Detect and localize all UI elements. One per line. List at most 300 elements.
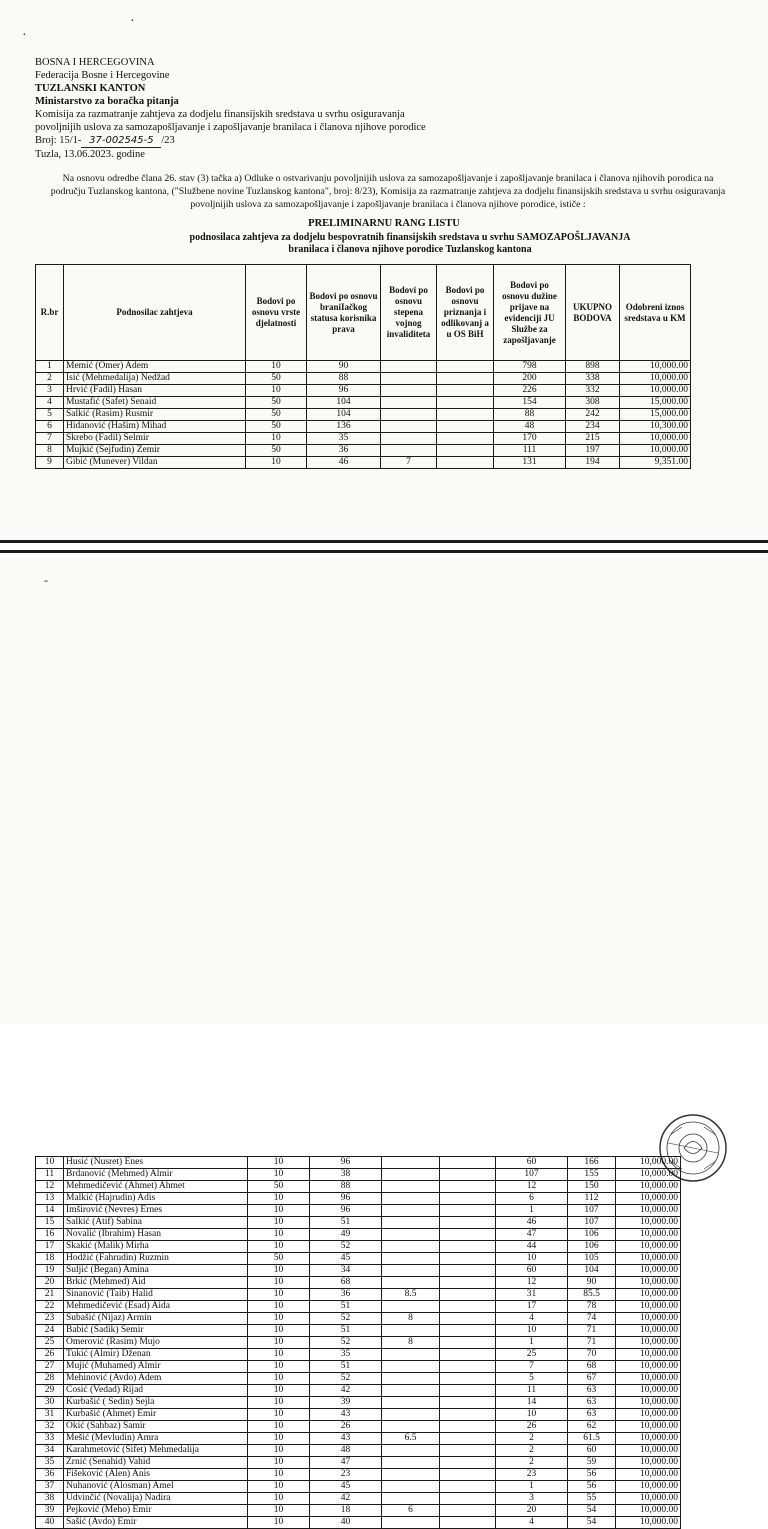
- cell-rbr: 18: [36, 1253, 64, 1265]
- cell-approved-amount: 10,000.00: [616, 1301, 681, 1313]
- cell-name: Nuhanović (Alosman) Amel: [64, 1481, 248, 1493]
- cell-activity-points: 10: [246, 433, 307, 445]
- table-row: [36, 361, 691, 373]
- cell-approved-amount: 10,000.00: [616, 1517, 681, 1529]
- cell-rbr: 24: [36, 1325, 64, 1337]
- cell-award-points: [440, 1361, 496, 1373]
- cell-veteran-points: 46: [307, 457, 381, 469]
- cell-activity-points: 50: [246, 373, 307, 385]
- cell-total-points: 54: [568, 1517, 616, 1529]
- cell-disability-points: [382, 1265, 440, 1277]
- cell-veteran-points: 45: [310, 1481, 382, 1493]
- cell-award-points: [437, 409, 494, 421]
- table-row: [36, 1193, 681, 1205]
- cell-rbr: 16: [36, 1229, 64, 1241]
- cell-total-points: 63: [568, 1385, 616, 1397]
- cell-veteran-points: 52: [310, 1337, 382, 1349]
- cell-rbr: 12: [36, 1181, 64, 1193]
- cell-award-points: [440, 1265, 496, 1277]
- cell-veteran-points: 51: [310, 1301, 382, 1313]
- cell-disability-points: [381, 421, 437, 433]
- cell-total-points: 55: [568, 1493, 616, 1505]
- cell-rbr: 17: [36, 1241, 64, 1253]
- broj-prefix: Broj: 15/1-: [35, 135, 82, 146]
- cell-approved-amount: 10,000.00: [616, 1241, 681, 1253]
- ranking-table-page-1: [35, 264, 691, 469]
- cell-total-points: 61.5: [568, 1433, 616, 1445]
- document-page-2: [0, 553, 768, 1527]
- cell-rbr: 9: [36, 457, 64, 469]
- cell-activity-points: 10: [248, 1205, 310, 1217]
- cell-approved-amount: 10,000.00: [620, 361, 691, 373]
- cell-name: Salkić (Atif) Sabina: [64, 1217, 248, 1229]
- cell-registration-points: 60: [496, 1157, 568, 1169]
- cell-name: Mustafić (Safet) Senaid: [64, 397, 246, 409]
- cell-veteran-points: 104: [307, 397, 381, 409]
- cell-total-points: 242: [566, 409, 620, 421]
- cell-name: Kurbašić ( Sedin) Šejla: [64, 1397, 248, 1409]
- cell-veteran-points: 49: [310, 1229, 382, 1241]
- cell-approved-amount: 10,000.00: [616, 1205, 681, 1217]
- cell-rbr: 8: [36, 445, 64, 457]
- cell-approved-amount: 10,000.00: [616, 1421, 681, 1433]
- cell-approved-amount: 10,000.00: [616, 1481, 681, 1493]
- cell-award-points: [440, 1469, 496, 1481]
- cell-disability-points: 7: [381, 457, 437, 469]
- cell-name: Hrvić (Fadil) Hasan: [64, 385, 246, 397]
- table-row: [36, 1421, 681, 1433]
- cell-veteran-points: 52: [310, 1241, 382, 1253]
- cell-disability-points: [382, 1157, 440, 1169]
- cell-name: Skakić (Malik) Mirha: [64, 1241, 248, 1253]
- cell-activity-points: 10: [248, 1217, 310, 1229]
- cell-approved-amount: 9,351.00: [620, 457, 691, 469]
- cell-registration-points: 4: [496, 1517, 568, 1529]
- cell-veteran-points: 26: [310, 1421, 382, 1433]
- cell-award-points: [440, 1313, 496, 1325]
- table-row: [36, 1517, 681, 1529]
- cell-rbr: 22: [36, 1301, 64, 1313]
- cell-disability-points: [382, 1301, 440, 1313]
- cell-award-points: [440, 1445, 496, 1457]
- cell-approved-amount: 10,300.00: [620, 421, 691, 433]
- cell-rbr: 7: [36, 433, 64, 445]
- intro-paragraph: Na osnovu odredbe člana 26. stav (3) tačka a) Odluke o ostvarivanju povoljnijih uslova za samozapošljavanje i zapošljavanje branilaca i članova njihovih porodica na području Tuzlanskog kantona, ("Službene novine Tuzlanskog kantona", broj: 8/23), Komisija za razmatranje zahtjeva za dodjelu finansijskih sredstava u svrhu osiguravanja povoljnijih uslova za samozapošljavanje i zapošljavanje branilaca i članova njihove porodice, ističe :: [50, 173, 726, 210]
- cell-award-points: [440, 1229, 496, 1241]
- cell-approved-amount: 10,000.00: [616, 1157, 681, 1169]
- cell-total-points: 85.5: [568, 1289, 616, 1301]
- subtitle-line-1: podnosilaca zahtjeva za dodjelu bespovratnih finansijskih sredstava u svrhu SAMOZAPOŠLJAVANJA: [189, 232, 631, 243]
- cell-total-points: 67: [568, 1373, 616, 1385]
- cell-name: Mešić (Mevludin) Amra: [64, 1433, 248, 1445]
- cell-disability-points: [382, 1229, 440, 1241]
- col-header-rbr: R.br: [36, 265, 64, 361]
- commission-line-1: Komisija za razmatranje zahtjeva za dodjelu finansijskih sredstava u svrhu osiguravanja: [35, 109, 405, 120]
- cell-registration-points: 2: [496, 1433, 568, 1445]
- cell-name: Salkić (Rasim) Rusmir: [64, 409, 246, 421]
- cell-disability-points: [382, 1169, 440, 1181]
- cell-total-points: 90: [568, 1277, 616, 1289]
- cell-name: Isić (Mehmedalija) Nedžad: [64, 373, 246, 385]
- cell-registration-points: 154: [494, 397, 566, 409]
- cell-name: Brdanović (Mehmed) Almir: [64, 1169, 248, 1181]
- cell-activity-points: 10: [248, 1433, 310, 1445]
- cell-registration-points: 170: [494, 433, 566, 445]
- cell-activity-points: 50: [246, 397, 307, 409]
- cell-award-points: [440, 1517, 496, 1529]
- cell-disability-points: [382, 1409, 440, 1421]
- cell-award-points: [440, 1409, 496, 1421]
- cell-approved-amount: 10,000.00: [616, 1373, 681, 1385]
- cell-award-points: [440, 1457, 496, 1469]
- cell-registration-points: 88: [494, 409, 566, 421]
- cell-veteran-points: 48: [310, 1445, 382, 1457]
- table-row: [36, 1409, 681, 1421]
- cell-registration-points: 1: [496, 1481, 568, 1493]
- cell-name: Novalić (Ibrahim) Hasan: [64, 1229, 248, 1241]
- cell-name: Zrnić (Senahid) Vahid: [64, 1457, 248, 1469]
- cell-registration-points: 60: [496, 1265, 568, 1277]
- cell-activity-points: 10: [246, 361, 307, 373]
- cell-disability-points: [381, 361, 437, 373]
- cell-name: Hidanović (Hašim) Mihad: [64, 421, 246, 433]
- cell-name: Šašić (Avdo) Emir: [64, 1517, 248, 1529]
- cell-disability-points: [382, 1277, 440, 1289]
- page-divider: [0, 540, 768, 553]
- cell-award-points: [440, 1205, 496, 1217]
- cell-registration-points: 14: [496, 1397, 568, 1409]
- table-row: [36, 1205, 681, 1217]
- table-row: [36, 445, 691, 457]
- col-header-awards: Bodovi po osnovu priznanja i odlikovanj a u OS BiH: [437, 265, 494, 361]
- cell-name: Mehmedičević (Esad) Aida: [64, 1301, 248, 1313]
- cell-veteran-points: 18: [310, 1505, 382, 1517]
- table-row: [36, 1301, 681, 1313]
- cell-total-points: 234: [566, 421, 620, 433]
- cell-rbr: 19: [36, 1265, 64, 1277]
- cell-total-points: 71: [568, 1337, 616, 1349]
- cell-rbr: 4: [36, 397, 64, 409]
- cell-rbr: 40: [36, 1517, 64, 1529]
- cell-activity-points: 50: [248, 1181, 310, 1193]
- cell-total-points: 56: [568, 1469, 616, 1481]
- cell-veteran-points: 96: [310, 1205, 382, 1217]
- table-row: [36, 1445, 681, 1457]
- cell-registration-points: 20: [496, 1505, 568, 1517]
- cell-activity-points: 10: [248, 1445, 310, 1457]
- scan-mark: -: [44, 573, 48, 587]
- cell-registration-points: 10: [496, 1325, 568, 1337]
- cell-disability-points: [382, 1445, 440, 1457]
- cell-award-points: [440, 1373, 496, 1385]
- cell-total-points: 194: [566, 457, 620, 469]
- col-header-activity: Bodovi po osnovu vrste djelatnosti: [246, 265, 307, 361]
- scan-dot: ·: [22, 28, 27, 43]
- cell-award-points: [440, 1181, 496, 1193]
- cell-approved-amount: 15,000.00: [620, 409, 691, 421]
- cell-name: Pejković (Meho) Emir: [64, 1505, 248, 1517]
- cell-name: Tukić (Almir) Dženan: [64, 1349, 248, 1361]
- cell-activity-points: 10: [248, 1505, 310, 1517]
- cell-activity-points: 50: [246, 421, 307, 433]
- cell-total-points: 74: [568, 1313, 616, 1325]
- cell-veteran-points: 42: [310, 1385, 382, 1397]
- cell-rbr: 27: [36, 1361, 64, 1373]
- cell-registration-points: 5: [496, 1373, 568, 1385]
- cell-name: Mehmedičević (Ahmet) Ahmet: [64, 1181, 248, 1193]
- cell-activity-points: 10: [248, 1517, 310, 1529]
- cell-approved-amount: 10,000.00: [620, 433, 691, 445]
- table-row: [36, 1169, 681, 1181]
- cell-approved-amount: 10,000.00: [616, 1193, 681, 1205]
- cell-name: Suljić (Began) Amina: [64, 1265, 248, 1277]
- cell-total-points: 105: [568, 1253, 616, 1265]
- cell-name: Karahmetović (Sifet) Mehmedalija: [64, 1445, 248, 1457]
- cell-rbr: 2: [36, 373, 64, 385]
- cell-rbr: 20: [36, 1277, 64, 1289]
- cell-total-points: 107: [568, 1217, 616, 1229]
- cell-disability-points: [382, 1373, 440, 1385]
- cell-name: Omerović (Rasim) Mujo: [64, 1337, 248, 1349]
- cell-activity-points: 10: [248, 1289, 310, 1301]
- cell-award-points: [440, 1241, 496, 1253]
- cell-approved-amount: 10,000.00: [616, 1409, 681, 1421]
- cell-rbr: 29: [36, 1385, 64, 1397]
- cell-rbr: 30: [36, 1397, 64, 1409]
- cell-rbr: 6: [36, 421, 64, 433]
- cell-rbr: 21: [36, 1289, 64, 1301]
- table-row: [36, 1241, 681, 1253]
- table-row: [36, 1361, 681, 1373]
- cell-registration-points: 1: [496, 1205, 568, 1217]
- cell-total-points: 107: [568, 1205, 616, 1217]
- cell-approved-amount: 10,000.00: [616, 1313, 681, 1325]
- cell-name: Okić (Šahbaz) Samir: [64, 1421, 248, 1433]
- cell-disability-points: [381, 445, 437, 457]
- document-title: PRELIMINARNU RANG LISTU: [308, 218, 460, 229]
- cell-veteran-points: 104: [307, 409, 381, 421]
- cell-registration-points: 12: [496, 1181, 568, 1193]
- cell-veteran-points: 35: [307, 433, 381, 445]
- cell-name: Gibić (Munever) Vildan: [64, 457, 246, 469]
- cell-name: Mujkić (Sejfudin) Zemir: [64, 445, 246, 457]
- cell-disability-points: [382, 1421, 440, 1433]
- cell-total-points: 104: [568, 1265, 616, 1277]
- cell-registration-points: 44: [496, 1241, 568, 1253]
- cell-rbr: 14: [36, 1205, 64, 1217]
- cell-name: Husić (Nusret) Enes: [64, 1157, 248, 1169]
- table-row: [36, 1265, 681, 1277]
- cell-registration-points: 2: [496, 1445, 568, 1457]
- cell-registration-points: 200: [494, 373, 566, 385]
- table-row: [36, 1253, 681, 1265]
- cell-activity-points: 10: [248, 1325, 310, 1337]
- cell-activity-points: 10: [246, 385, 307, 397]
- cell-award-points: [440, 1337, 496, 1349]
- cell-disability-points: 8.5: [382, 1289, 440, 1301]
- document-subtitle: [110, 232, 710, 256]
- cell-approved-amount: 10,000.00: [616, 1253, 681, 1265]
- cell-rbr: 35: [36, 1457, 64, 1469]
- cell-veteran-points: 40: [310, 1517, 382, 1529]
- cell-award-points: [437, 373, 494, 385]
- cell-activity-points: 10: [248, 1493, 310, 1505]
- cell-registration-points: 46: [496, 1217, 568, 1229]
- cell-veteran-points: 43: [310, 1433, 382, 1445]
- cell-total-points: 106: [568, 1229, 616, 1241]
- table-row: [36, 1397, 681, 1409]
- table-row: [36, 1433, 681, 1445]
- cell-disability-points: [381, 409, 437, 421]
- cell-name: Ćosić (Vedad) Rijad: [64, 1385, 248, 1397]
- cell-registration-points: 26: [496, 1421, 568, 1433]
- cell-veteran-points: 23: [310, 1469, 382, 1481]
- cell-award-points: [440, 1289, 496, 1301]
- cell-award-points: [440, 1217, 496, 1229]
- cell-approved-amount: 10,000.00: [616, 1505, 681, 1517]
- cell-veteran-points: 35: [310, 1349, 382, 1361]
- cell-approved-amount: 10,000.00: [616, 1229, 681, 1241]
- cell-award-points: [440, 1253, 496, 1265]
- cell-activity-points: 50: [246, 445, 307, 457]
- cell-approved-amount: 10,000.00: [616, 1493, 681, 1505]
- cell-veteran-points: 45: [310, 1253, 382, 1265]
- cell-disability-points: [382, 1481, 440, 1493]
- cell-registration-points: 10: [496, 1253, 568, 1265]
- cell-name: Udvinčić (Novalija) Nadira: [64, 1493, 248, 1505]
- col-header-registration: Bodovi po osnovu dužine prijave na evidenciji JU Službe za zapošljavanje: [494, 265, 566, 361]
- cell-total-points: 332: [566, 385, 620, 397]
- table-row: [36, 457, 691, 469]
- table-row: [36, 1337, 681, 1349]
- cell-rbr: 3: [36, 385, 64, 397]
- cell-registration-points: 48: [494, 421, 566, 433]
- cell-rbr: 23: [36, 1313, 64, 1325]
- cell-registration-points: 47: [496, 1229, 568, 1241]
- cell-rbr: 36: [36, 1469, 64, 1481]
- cell-disability-points: [382, 1493, 440, 1505]
- cell-name: Kurbašić (Ahmet) Emir: [64, 1409, 248, 1421]
- cell-total-points: 60: [568, 1445, 616, 1457]
- cell-disability-points: [382, 1397, 440, 1409]
- cell-disability-points: [382, 1361, 440, 1373]
- col-header-veteran-status: Bodovi po osnovu braniIačkog statusa korisnika prava: [307, 265, 381, 361]
- col-header-total: UKUPNO BODOVA: [566, 265, 620, 361]
- cell-registration-points: 10: [496, 1409, 568, 1421]
- document-page-1: [0, 0, 768, 540]
- scan-dot: ·: [130, 14, 135, 29]
- table-row: [36, 1481, 681, 1493]
- table-row: [36, 1313, 681, 1325]
- cell-approved-amount: 10,000.00: [616, 1349, 681, 1361]
- cell-disability-points: [382, 1205, 440, 1217]
- table-row: [36, 1229, 681, 1241]
- col-header-amount: Odobreni iznos sredstava u KM: [620, 265, 691, 361]
- cell-activity-points: 10: [248, 1361, 310, 1373]
- cell-total-points: 197: [566, 445, 620, 457]
- cell-disability-points: 8: [382, 1337, 440, 1349]
- cell-rbr: 15: [36, 1217, 64, 1229]
- cell-activity-points: 50: [246, 409, 307, 421]
- cell-registration-points: 1: [496, 1337, 568, 1349]
- cell-total-points: 63: [568, 1397, 616, 1409]
- cell-name: Hodžić (Fahrudin) Ruzmin: [64, 1253, 248, 1265]
- cell-award-points: [440, 1193, 496, 1205]
- cell-veteran-points: 43: [310, 1409, 382, 1421]
- cell-award-points: [437, 457, 494, 469]
- table-header-row: [36, 265, 691, 361]
- cell-registration-points: 111: [494, 445, 566, 457]
- cell-registration-points: 226: [494, 385, 566, 397]
- cell-approved-amount: 10,000.00: [620, 445, 691, 457]
- cell-total-points: 215: [566, 433, 620, 445]
- cell-registration-points: 6: [496, 1193, 568, 1205]
- cell-approved-amount: 10,000.00: [616, 1169, 681, 1181]
- cell-award-points: [437, 361, 494, 373]
- cell-approved-amount: 10,000.00: [616, 1181, 681, 1193]
- cell-rbr: 25: [36, 1337, 64, 1349]
- cell-activity-points: 10: [248, 1313, 310, 1325]
- cell-activity-points: 10: [248, 1481, 310, 1493]
- cell-rbr: 39: [36, 1505, 64, 1517]
- cell-total-points: 308: [566, 397, 620, 409]
- cell-total-points: 68: [568, 1361, 616, 1373]
- cell-approved-amount: 10,000.00: [616, 1397, 681, 1409]
- ministry-line: Ministarstvo za boračka pitanja: [35, 96, 179, 107]
- cell-veteran-points: 96: [307, 385, 381, 397]
- cell-name: Malkić (Hajrudin) Adis: [64, 1193, 248, 1205]
- cell-rbr: 38: [36, 1493, 64, 1505]
- cell-activity-points: 10: [248, 1241, 310, 1253]
- cell-rbr: 32: [36, 1421, 64, 1433]
- cell-award-points: [440, 1421, 496, 1433]
- cell-award-points: [437, 433, 494, 445]
- cell-veteran-points: 68: [310, 1277, 382, 1289]
- cell-award-points: [437, 421, 494, 433]
- cell-registration-points: 17: [496, 1301, 568, 1313]
- cell-disability-points: [382, 1253, 440, 1265]
- cell-registration-points: 4: [496, 1313, 568, 1325]
- cell-award-points: [440, 1481, 496, 1493]
- cell-disability-points: [381, 373, 437, 385]
- cell-activity-points: 10: [248, 1277, 310, 1289]
- cell-name: Mujić (Muhamed) Almir: [64, 1361, 248, 1373]
- document-date: Tuzla, 13.06.2023. godine: [35, 149, 145, 160]
- cell-activity-points: 10: [246, 457, 307, 469]
- cell-registration-points: 25: [496, 1349, 568, 1361]
- cell-award-points: [440, 1493, 496, 1505]
- cell-award-points: [437, 385, 494, 397]
- cell-name: Mehinović (Avdo) Adem: [64, 1373, 248, 1385]
- cell-veteran-points: 36: [310, 1289, 382, 1301]
- cell-disability-points: 6.5: [382, 1433, 440, 1445]
- cell-approved-amount: 10,000.00: [616, 1289, 681, 1301]
- cell-activity-points: 10: [248, 1409, 310, 1421]
- cell-veteran-points: 136: [307, 421, 381, 433]
- table-row: [36, 421, 691, 433]
- federation-line: Federacija Bosne i Hercegovine: [35, 70, 170, 81]
- ranking-table-page-2: [35, 1156, 681, 1529]
- cell-name: Subašić (Nijaz) Armin: [64, 1313, 248, 1325]
- cell-rbr: 1: [36, 361, 64, 373]
- cell-total-points: 150: [568, 1181, 616, 1193]
- table-row: [36, 1385, 681, 1397]
- cell-veteran-points: 52: [310, 1313, 382, 1325]
- cell-activity-points: 10: [248, 1157, 310, 1169]
- cell-disability-points: [382, 1385, 440, 1397]
- table-row: [36, 1181, 681, 1193]
- cell-award-points: [440, 1433, 496, 1445]
